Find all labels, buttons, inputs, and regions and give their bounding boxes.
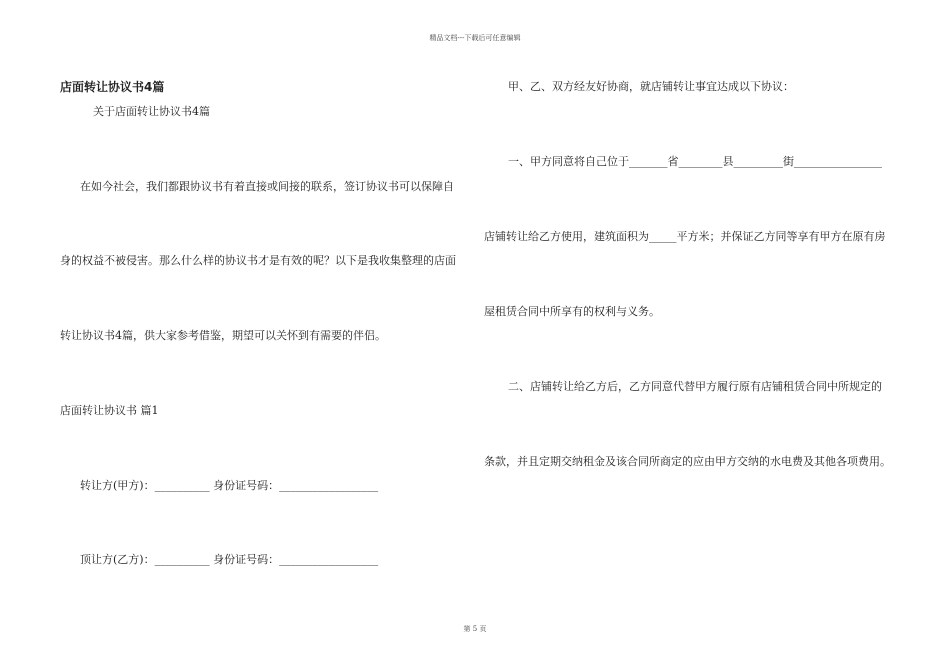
clause-1-line-1: 一、甲方同意将自己位于_______省________县_________街________________	[508, 155, 882, 168]
page-number: 第 5 页	[463, 625, 487, 633]
intro-paragraph-line-3: 转让协议书4篇，供大家参考借鉴，期望可以关怀到有需要的伴侣。	[60, 329, 386, 342]
agreement-intro-line: 甲、乙、双方经友好协商，就店铺转让事宜达成以下协议：	[508, 80, 794, 93]
clause-2-line-1: 二、店铺转让给乙方后，乙方同意代替甲方履行原有店铺租赁合同中所规定的	[508, 380, 882, 393]
clause-2-line-2: 条款，并且定期交纳租金及该合同所商定的应由甲方交纳的水电费及其他各项费用。	[484, 455, 891, 468]
intro-paragraph-line-1: 在如今社会，我们都跟协议书有着直接或间接的联系，签订协议书可以保障自	[80, 180, 454, 193]
transferor-field: 转让方(甲方)：__________ 身份证号码：__________________	[80, 479, 379, 492]
intro-paragraph-line-2: 身的权益不被侵害。那么什么样的协议书才是有效的呢？以下是我收集整理的店面	[60, 254, 456, 267]
section-heading: 店面转让协议书 篇1	[60, 404, 159, 417]
clause-1-line-3: 屋租赁合同中所享有的权利与义务。	[484, 305, 660, 318]
document-subtitle: 关于店面转让协议书4篇	[93, 105, 210, 118]
transferee-field: 顶让方(乙方)：__________ 身份证号码：__________________	[80, 553, 379, 566]
header-note: 精品文档---下载后可任意编辑	[429, 34, 521, 42]
clause-1-line-2: 店铺转让给乙方使用，建筑面积为_____平方米；并保证乙方同等享有甲方在原有房	[484, 230, 886, 243]
document-title: 店面转让协议书4篇	[60, 80, 165, 94]
